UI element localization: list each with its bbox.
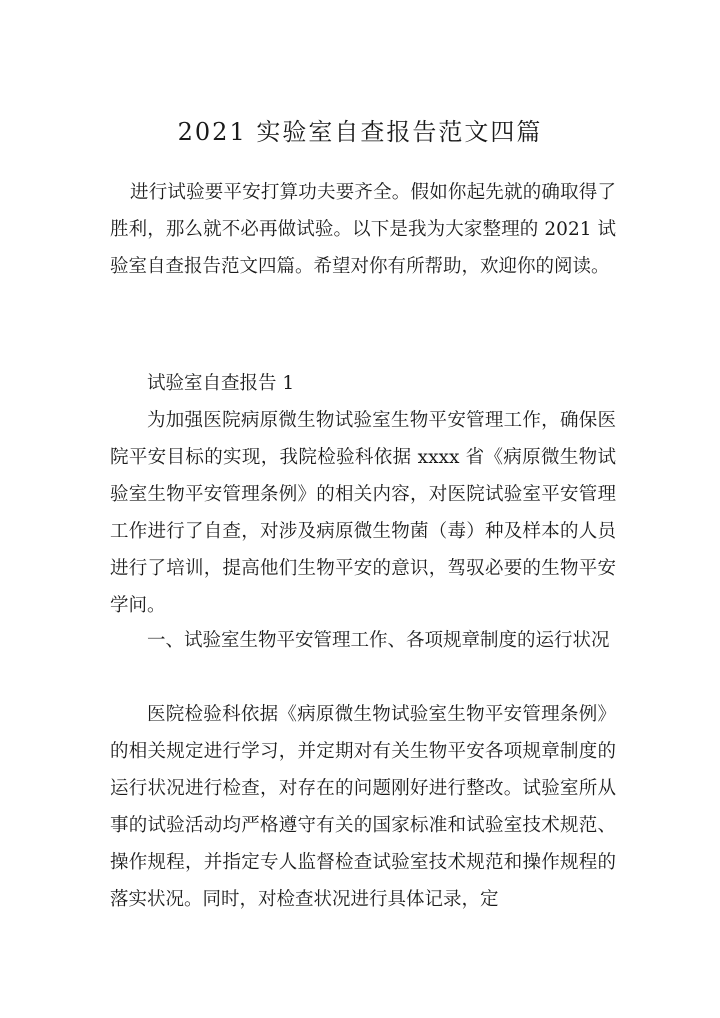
- subheading-1: 一、试验室生物平安管理工作、各项规章制度的运行状况: [147, 630, 610, 651]
- intro-paragraph: 进行试验要平安打算功夫要齐全。假如你起先就的确取得了胜利，那么就不必再做试验。以下是我为大家整理的 2021 试验室自查报告范文四篇。希望对你有所帮助，欢迎你的阅读。: [110, 182, 616, 277]
- body-paragraph-2: 医院检验科依据《病原微生物试验室生物平安管理条例》的相关规定进行学习，并定期对有关生物平安各项规章制度的运行状况进行检查，对存在的问题刚好进行整改。试验室所从事的试验活动均严格遵守有关的国家标准和试验室技术规范、操作规程，并指定专人监督检查试验室技术规范和操作规程的落实状况。同时，对检查状况进行具体记录，定: [110, 704, 616, 910]
- document-title: 2021 实验室自查报告范文四篇: [177, 118, 543, 146]
- section-heading: 试验室自查报告 1: [147, 373, 295, 394]
- body-paragraph-1: 为加强医院病原微生物试验室生物平安管理工作，确保医院平安目标的实现，我院检验科依据 xxxx 省《病原微生物试验室生物平安管理条例》的相关内容，对医院试验室平安管理工作进行了自查，对涉及病原微生物菌（毒）种及样本的人员进行了培训，提高他们生物平安的意识，驾驭必要的生物平安学问。: [110, 410, 616, 616]
